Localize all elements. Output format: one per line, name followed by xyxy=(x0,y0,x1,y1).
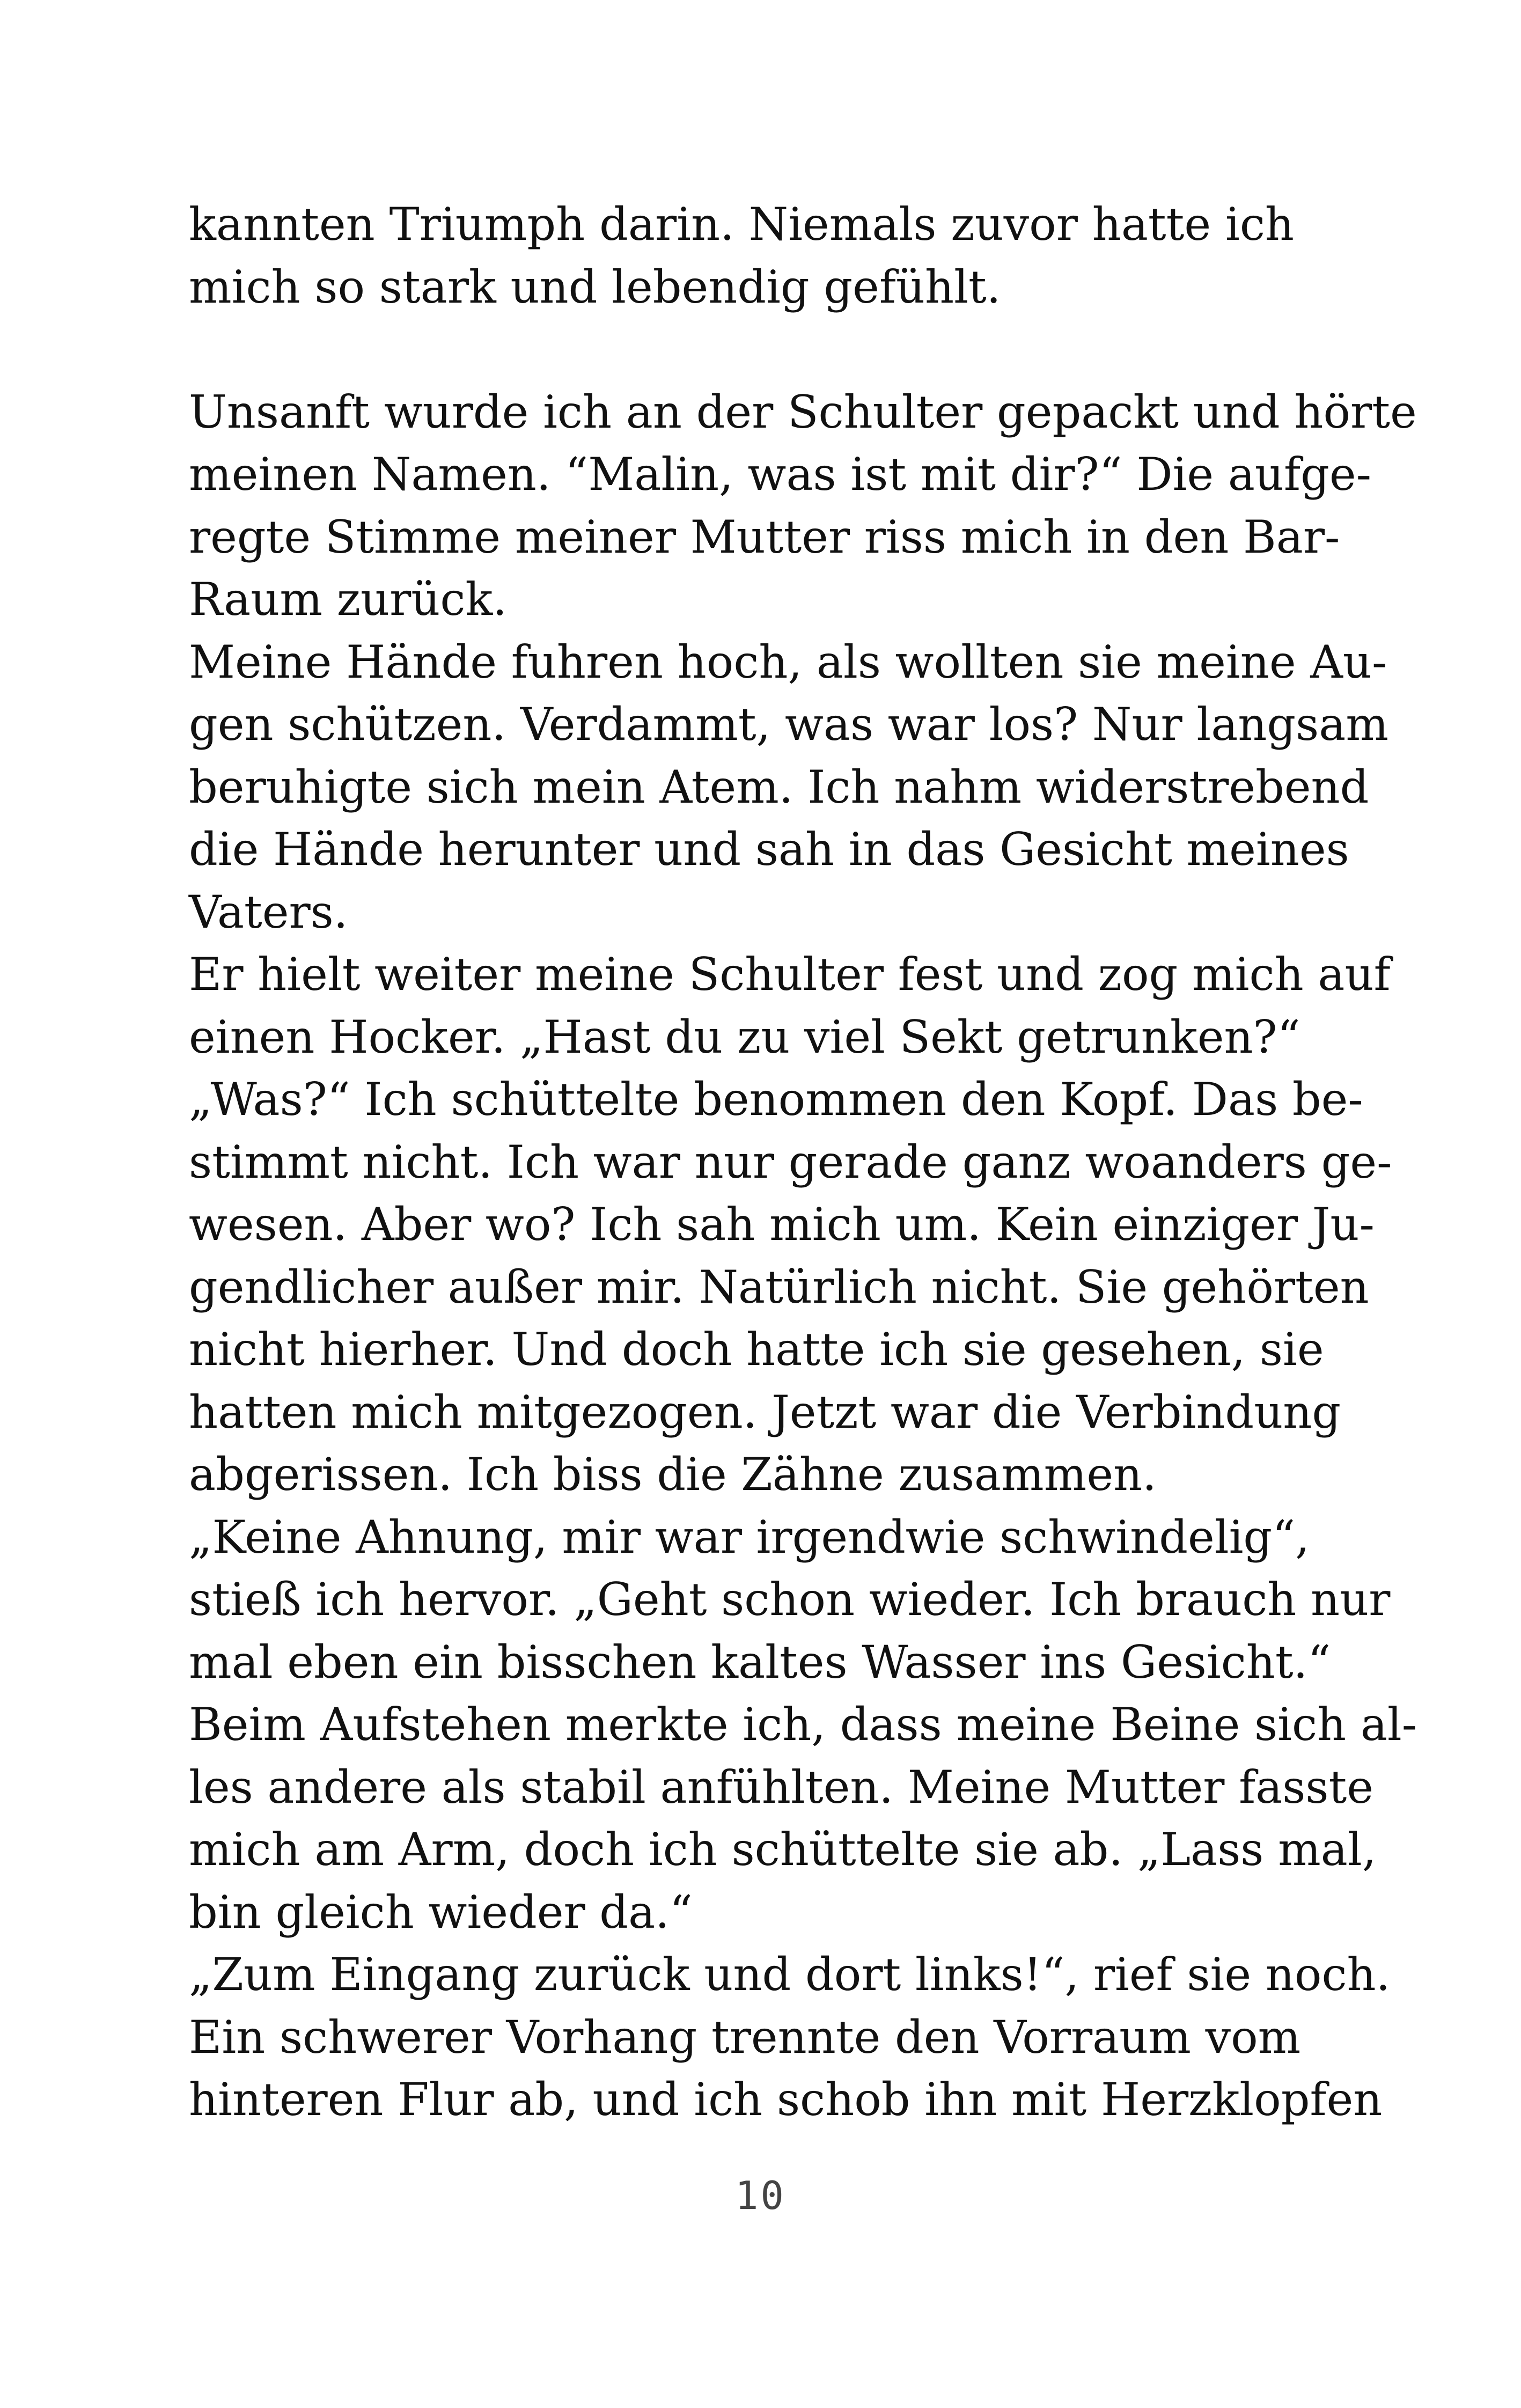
text-line: mich am Arm, doch ich schüttelte sie ab. „Lass mal, xyxy=(189,1823,1377,1876)
text-line: abgerissen. Ich biss die Zähne zusammen. xyxy=(189,1448,1157,1501)
text-line: regte Stimme meiner Mutter riss mich in den Bar- xyxy=(189,510,1340,563)
text-line: nicht hierher. Und doch hatte ich sie gesehen, sie xyxy=(189,1323,1324,1376)
text-line: kannten Triumph darin. Niemals zuvor hatte ich xyxy=(189,198,1294,251)
paragraph-gap xyxy=(189,318,1294,381)
text-line: einen Hocker. „Hast du zu viel Sekt getrunken?“ xyxy=(189,1010,1300,1063)
text-line: „Keine Ahnung, mir war irgendwie schwindelig“, xyxy=(189,1510,1310,1563)
text-line: gen schützen. Verdammt, was war los? Nur langsam xyxy=(189,698,1389,751)
text-line: Er hielt weiter meine Schulter fest und zog mich auf xyxy=(189,948,1391,1001)
body-text xyxy=(189,193,1417,2131)
text-line: Unsanft wurde ich an der Schulter gepackt und hörte xyxy=(189,385,1417,438)
text-line: Raum zurück. xyxy=(189,573,507,626)
text-line: stieß ich hervor. „Geht schon wieder. Ich brauch nur xyxy=(189,1573,1391,1626)
text-line: hatten mich mitgezogen. Jetzt war die Verbindung xyxy=(189,1385,1341,1438)
page-number: 10 xyxy=(735,2173,786,2218)
text-line: Vaters. xyxy=(189,885,348,938)
text-line: die Hände herunter und sah in das Gesicht meines xyxy=(189,823,1349,876)
text-line: Beim Aufstehen merkte ich, dass meine Beine sich al- xyxy=(189,1698,1417,1751)
text-line: wesen. Aber wo? Ich sah mich um. Kein einziger Ju- xyxy=(189,1198,1375,1251)
text-line: mich so stark und lebendig gefühlt. xyxy=(189,260,1001,313)
text-line: stimmt nicht. Ich war nur gerade ganz woanders ge- xyxy=(189,1135,1392,1188)
text-line: gendlicher außer mir. Natürlich nicht. Sie gehörten xyxy=(189,1260,1369,1313)
text-line: hinteren Flur ab, und ich schob ihn mit Herzklopfen xyxy=(189,2073,1383,2126)
text-line: „Was?“ Ich schüttelte benommen den Kopf. Das be- xyxy=(189,1073,1363,1126)
text-line: les andere als stabil anfühlten. Meine Mutter fasste xyxy=(189,1760,1373,1814)
text-line: „Zum Eingang zurück und dort links!“, rief sie noch. xyxy=(189,1948,1391,2001)
text-line: beruhigte sich mein Atem. Ich nahm widerstrebend xyxy=(189,760,1369,813)
text-line: meinen Namen. “Malin, was ist mit dir?“ Die aufge- xyxy=(189,448,1371,501)
text-line: Meine Hände fuhren hoch, als wollten sie meine Au- xyxy=(189,635,1387,688)
text-line: bin gleich wieder da.“ xyxy=(189,1885,693,1939)
text-line: Ein schwerer Vorhang trennte den Vorraum vom xyxy=(189,2010,1301,2064)
text-line: mal eben ein bisschen kaltes Wasser ins Gesicht.“ xyxy=(189,1635,1331,1688)
